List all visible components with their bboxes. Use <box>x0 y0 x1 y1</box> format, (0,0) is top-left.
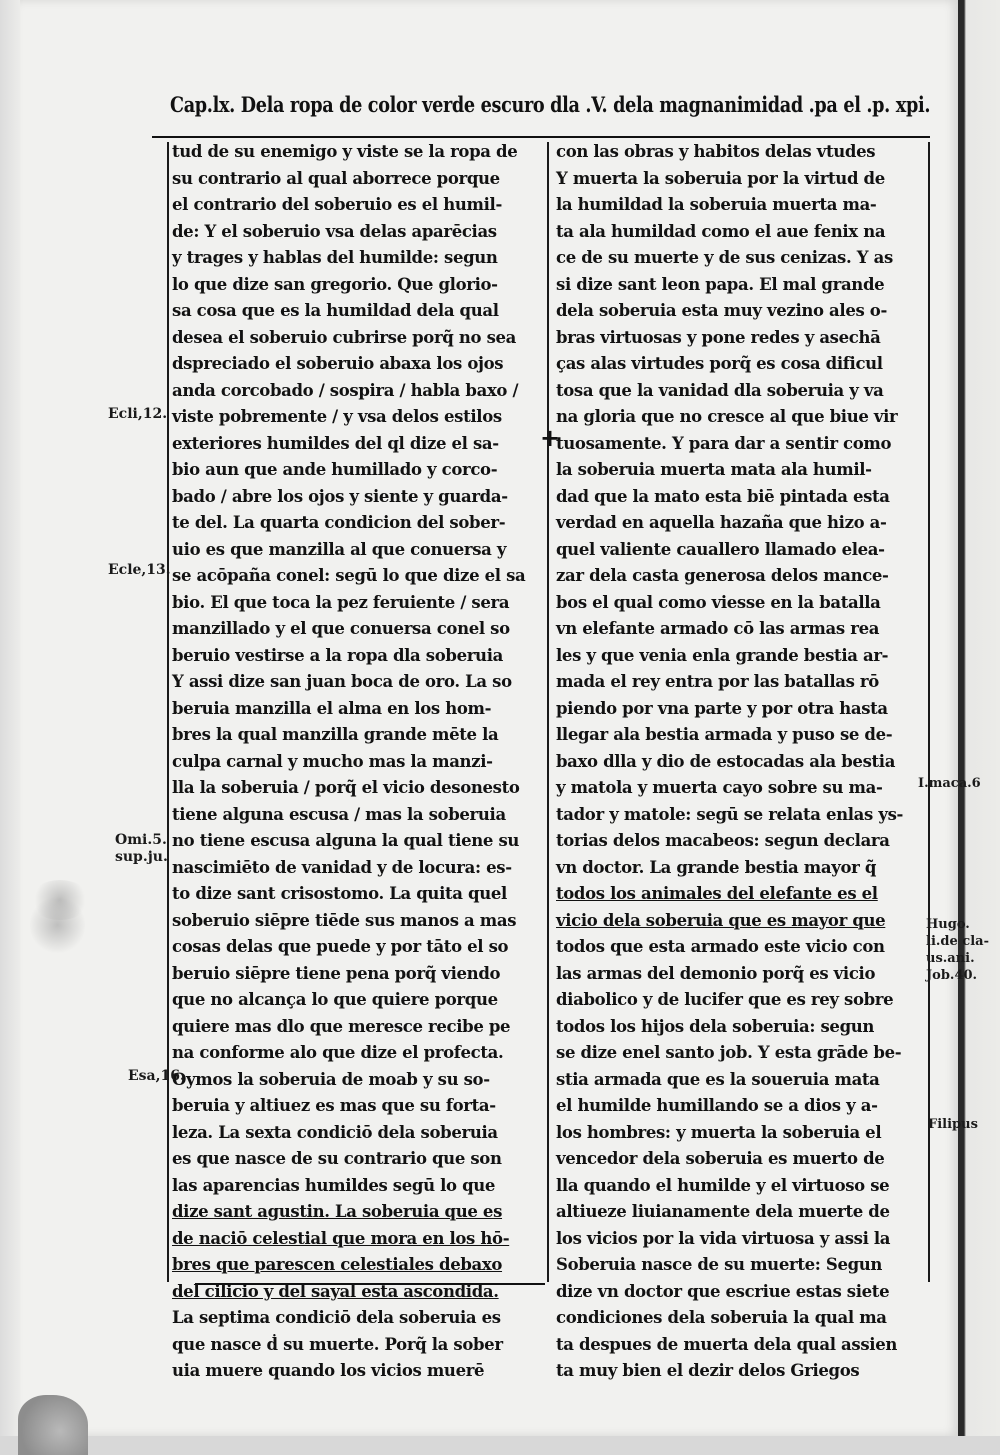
text-line: bres la qual manzilla grande mēte la <box>172 725 499 744</box>
running-head: Cap.lx. Dela ropa de color verde escuro dla .V. dela magnanimidad .pa el .p. xpi. <box>170 92 931 117</box>
text-line: cosas delas que puede y por tāto el so <box>172 937 509 956</box>
text-line: tuosamente. Y para dar a sentir como <box>556 433 892 453</box>
text-line: vicio dela soberuia que es mayor que <box>556 910 886 930</box>
marginal-note-line: Hugo. <box>926 917 970 932</box>
text-line: beruio vestirse a la ropa dla soberuia <box>172 645 503 665</box>
text-line: to dize sant crisostomo. La quita quel <box>172 884 507 903</box>
text-line: bras virtuosas y pone redes y asechā <box>556 327 881 347</box>
book-gutter-shadow <box>958 0 1000 1436</box>
text-line: el humilde humillando se a dios y a- <box>556 1096 878 1115</box>
text-line: todos los hijos dela soberuia: segun <box>556 1016 875 1036</box>
text-line: te del. La quarta condicion del sober- <box>172 513 506 532</box>
text-line: bio aun que ande humillado y corco- <box>172 460 498 479</box>
text-line: su contrario al qual aborrece porque <box>172 168 500 188</box>
text-line: dad que la mato esta biē pintada esta <box>556 486 890 506</box>
text-line: se dize enel santo job. Y esta grāde be- <box>556 1043 902 1062</box>
text-line: altiueze liuianamente dela muerte de <box>556 1202 890 1221</box>
text-line: tud de su enemigo y viste se la ropa de <box>172 142 518 161</box>
text-line: bos el qual como viesse en la batalla <box>556 592 881 612</box>
text-line: quiere mas dlo que meresce recibe pe <box>172 1016 511 1036</box>
marginal-note <box>926 916 989 984</box>
marginal-note: Filipus <box>928 1117 978 1132</box>
text-line: los hombres: y muerta la soberuia el <box>556 1122 882 1142</box>
marginal-note-line: Job.40. <box>926 968 978 983</box>
text-line: soberuio siēpre tiēde sus manos a mas <box>172 910 517 930</box>
text-line: las armas del demonio porq̃ es vicio <box>556 963 876 983</box>
text-line: leza. La sexta condiciō dela soberuia <box>172 1122 498 1142</box>
text-line: llegar ala bestia armada y puso se de- <box>556 725 893 744</box>
marginal-note: Ecli,12. <box>108 406 168 422</box>
text-line: piendo por vna parte y por otra hasta <box>556 698 888 718</box>
text-line: las aparencias humildes segū lo que <box>172 1175 496 1195</box>
text-line: la soberuia muerta mata ala humil- <box>556 460 872 479</box>
marginal-note-line: us.ani. <box>926 951 975 966</box>
text-line: de naciō celestial que mora en los hō- <box>172 1228 510 1248</box>
marginal-note-line: li.de cla- <box>926 934 989 949</box>
text-line: todos que esta armado este vicio con <box>556 937 885 956</box>
text-line: quel valiente cauallero llamado elea- <box>556 539 885 559</box>
text-line: lla quando el humilde y el virtuoso se <box>556 1175 890 1195</box>
text-line: beruia manzilla el alma en los hom- <box>172 698 492 718</box>
text-line: uia muere quando los vicios muerē <box>172 1361 485 1380</box>
column-rule-right <box>928 142 930 1282</box>
text-line: dize vn doctor que escriue estas siete <box>556 1281 890 1301</box>
text-line: no tiene escusa alguna la qual tiene su <box>172 831 520 850</box>
text-line: lo que dize san gregorio. Que glorio- <box>172 274 498 294</box>
text-line: todos los animales del elefante es el <box>556 884 878 903</box>
paper-stain <box>30 895 85 955</box>
text-line: mada el rey entra por las batallas rō <box>556 672 879 691</box>
text-line: les y que venia enla grande bestia ar- <box>556 645 889 665</box>
text-line: Oymos la soberuia de moab y su so- <box>172 1069 490 1089</box>
text-line: de: Y el soberuio vsa delas aparēcias <box>172 221 497 241</box>
marginal-note: Esa,16. <box>128 1068 185 1084</box>
text-line: si dize sant leon papa. El mal grande <box>556 274 885 294</box>
text-line: Y assi dize san juan boca de oro. La so <box>172 672 512 691</box>
text-line: dspreciado el soberuio abaxa los ojos <box>172 354 504 373</box>
text-line: bio. El que toca la pez feruiente / sera <box>172 592 510 612</box>
text-line: los vicios por la vida virtuosa y assi la <box>556 1228 891 1248</box>
text-line: baxo dlla y dio de estocadas ala bestia <box>556 751 896 771</box>
text-line: bres que parescen celestiales debaxo <box>172 1255 503 1274</box>
text-line: uio es que manzilla al que conuersa y <box>172 539 507 559</box>
text-line: stia armada que es la soueruia mata <box>556 1069 880 1089</box>
text-line: dize sant agustin. La soberuia que es <box>172 1202 503 1221</box>
text-line: tosa que la vanidad dla soberuia y va <box>556 380 884 400</box>
text-line: tiene alguna escusa / mas la soberuia <box>172 804 506 824</box>
text-line: Soberuia nasce de su muerte: Segun <box>556 1255 883 1274</box>
text-line: que no alcança lo que quiere porque <box>172 990 498 1009</box>
text-line: na gloria que no cresce al que biue vir <box>556 407 898 426</box>
text-line: zar dela casta generosa delos mance- <box>556 566 889 585</box>
text-line: ta ala humildad como el aue fenix na <box>556 221 886 241</box>
marginal-note <box>115 832 168 866</box>
column-rule-left <box>167 142 169 1282</box>
text-line: sa cosa que es la humildad dela qual <box>172 301 499 320</box>
left-text-column <box>172 139 544 1385</box>
right-text-column <box>556 139 928 1385</box>
text-line: anda corcobado / sospira / habla baxo / <box>172 380 519 400</box>
text-line: condiciones dela soberuia la qual ma <box>556 1308 887 1327</box>
text-line: nascimiēto de vanidad y de locura: es- <box>172 857 512 877</box>
header-rule <box>152 136 930 138</box>
text-line: beruia y altiuez es mas que su forta- <box>172 1096 496 1115</box>
text-line: vencedor dela soberuia es muerto de <box>556 1149 885 1168</box>
text-line: que nasce ḋ su muerte. Porq̃ la sober <box>172 1334 503 1354</box>
marginal-note: I.maca.6 <box>918 776 981 791</box>
text-line: verdad en aquella hazaña que hizo a- <box>556 513 887 532</box>
text-line: vn doctor. La grande bestia mayor q̃ <box>556 857 877 877</box>
text-line: na conforme alo que dize el profecta. <box>172 1043 504 1062</box>
marginal-note: Ecle,13. <box>108 562 171 578</box>
text-line: manzillado y el que conuersa conel so <box>172 619 510 638</box>
text-line: del cilicio y del sayal esta ascondida. <box>172 1281 499 1301</box>
text-line: ce de su muerte y de sus cenizas. Y as <box>556 248 893 267</box>
text-line: La septima condiciō dela soberuia es <box>172 1308 501 1327</box>
text-line: y trages y hablas del humilde: segun <box>172 248 498 267</box>
text-line: el contrario del soberuio es el humil- <box>172 195 502 214</box>
text-line: tador y matole: segū se relata enlas ys- <box>556 804 904 824</box>
column-rule-center <box>547 142 549 1282</box>
text-line: y matola y muerta cayo sobre su ma- <box>556 778 883 797</box>
text-line: la humildad la soberuia muerta ma- <box>556 195 877 214</box>
text-line: bado / abre los ojos y siente y guarda- <box>172 486 508 506</box>
text-line: es que nasce de su contrario que son <box>172 1149 502 1168</box>
text-line: con las obras y habitos delas vtudes <box>556 142 876 161</box>
text-line: culpa carnal y mucho mas la manzi- <box>172 751 493 771</box>
text-line: desea el soberuio cubrirse porq̃ no sea <box>172 327 517 347</box>
text-line: torias delos macabeos: segun declara <box>556 831 890 850</box>
text-line: ças alas virtudes porq̃ es cosa dificul <box>556 354 883 373</box>
text-line: ta muy bien el dezir delos Griegos <box>556 1361 860 1380</box>
text-line: exteriores humildes del ql dize el sa- <box>172 433 499 453</box>
text-line: ta despues de muerta dela qual assien <box>556 1334 897 1354</box>
marginal-note-line: Omi.5. <box>115 832 167 848</box>
text-line: viste pobremente / y vsa delos estilos <box>172 407 502 426</box>
text-line: beruio siēpre tiene pena porq̃ viendo <box>172 963 501 983</box>
text-line: vn elefante armado cō las armas rea <box>556 619 880 638</box>
text-line: Y muerta la soberuia por la virtud de <box>556 168 885 188</box>
text-line: se acōpaña conel: segū lo que dize el sa <box>172 566 526 585</box>
thumb-shadow <box>18 1395 88 1455</box>
cross-mark: + <box>540 424 561 452</box>
marginal-note-line: sup.ju. <box>115 849 168 865</box>
text-line: lla la soberuia / porq̃ el vicio desonesto <box>172 778 520 797</box>
text-line: diabolico y de lucifer que es rey sobre <box>556 990 894 1009</box>
page-edge-left <box>0 0 22 1436</box>
text-line: dela soberuia esta muy vezino ales o- <box>556 301 887 320</box>
